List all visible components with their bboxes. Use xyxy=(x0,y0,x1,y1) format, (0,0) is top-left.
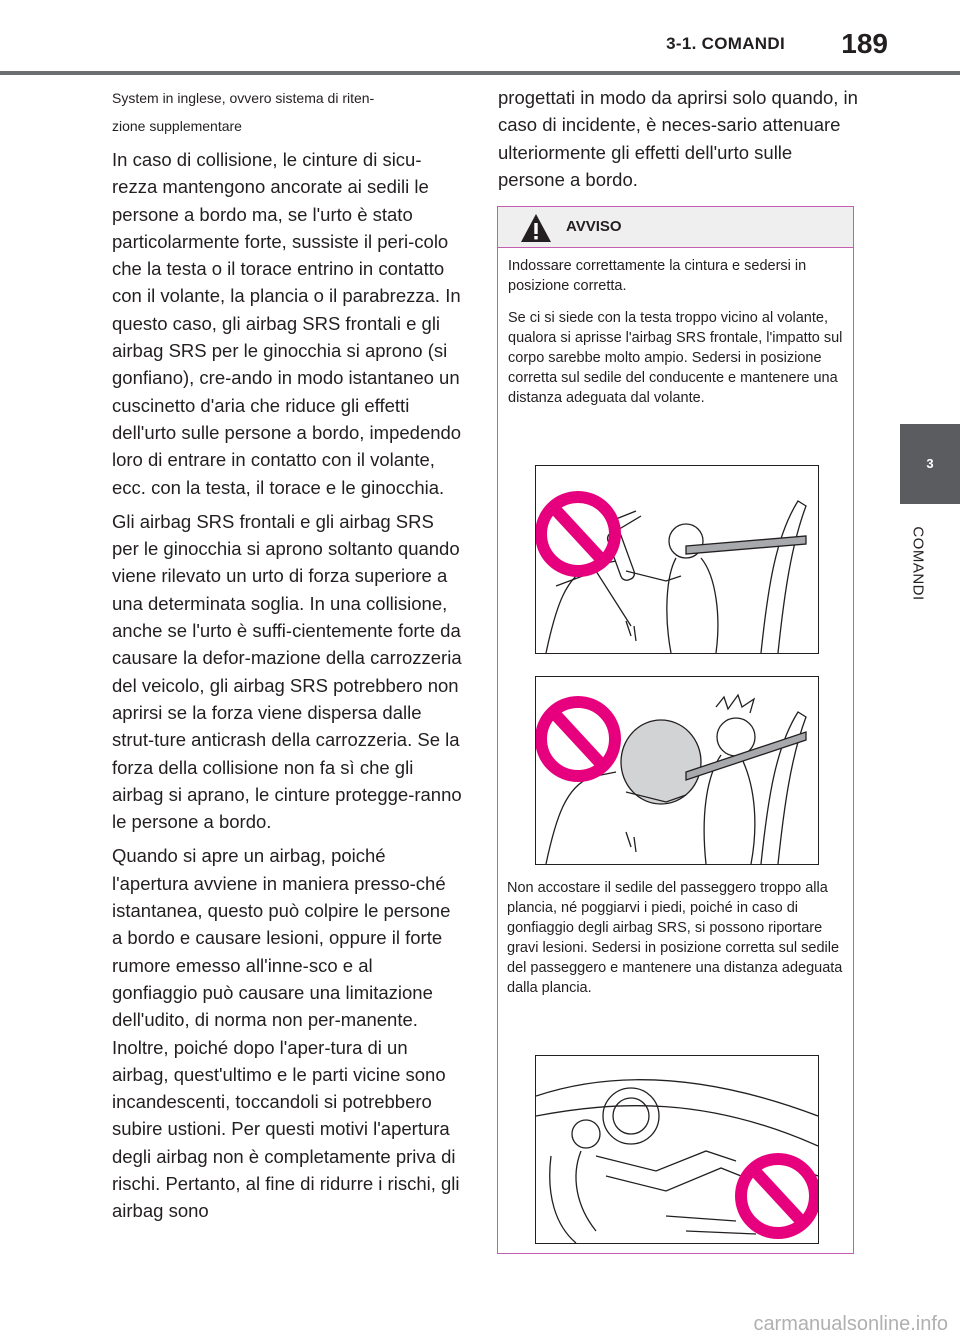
warning-header xyxy=(498,207,853,248)
chapter-tab[interactable]: 3 xyxy=(900,424,960,504)
warning-title: AVVISO xyxy=(566,218,622,235)
header-divider xyxy=(0,71,960,75)
paragraph: In caso di collisione, le cinture di sicu-rezza mantengono ancorate ai sedili le persone a bordo ma, se l'urto è stato particolarmente forte, sussiste il peri-colo che la testa o il torace entrino in contatto con il volante, la plancia o il parabrezza. In questo caso, gli airbag SRS frontali e gli airbag SRS per le ginocchia si aprono (si gonfiano), cre-ando in modo istantaneo un cuscinetto d'aria che riduce gli effetti dell'urto sulle persone a bordo, impedendo loro di entrare in contatto con il volante, ecc. con la testa, il torace e le ginocchia. xyxy=(112,149,462,498)
intro-text: System in inglese, ovvero sistema di riten- zione supplementare xyxy=(112,90,375,134)
warning-paragraph: Indossare correttamente la cintura e sedersi in posizione corretta. xyxy=(508,258,807,294)
warning-paragraph: Non accostare il sedile del passeggero troppo alla plancia, né poggiarvi i piedi, poiché in caso di gonfiaggio degli airbag SRS, si possono riportare gravi lesioni. Sedersi in posizione corretta sul sedile del passeggero e mantenere una distanza adeguata dalla plancia. xyxy=(507,880,843,996)
page-number: 189 xyxy=(841,28,888,59)
section-title: 3-1. COMANDI xyxy=(666,34,785,53)
right-column xyxy=(498,84,858,193)
warning-paragraph: Se ci si siede con la testa troppo vicino al volante, qualora si aprisse l'airbag SRS frontale, l'impatto sul corpo sarebbe molto ampio. Sedersi in posizione corretta sul sedile del conducente e mantenere una distanza adeguata dal volante. xyxy=(508,310,843,406)
paragraph: Quando si apre un airbag, poiché l'apertura avviene in maniera presso-ché istantanea, questo può colpire le persone a bordo e causare lesioni, oppure il forte rumore emesso all'inne-sco e al gonfiaggio può causare una limitazione dell'udito, di norma non per-manente. Inoltre, poiché dopo l'aper-tura di un airbag, quest'ultimo e le parti vicine sono incandescenti, toccandoli si potrebbero subire ustioni. Per questi motivi l'apertura degli airbag non è completamente priva di rischi. Pertanto, al fine di ridurre i rischi, gli airbag sono xyxy=(112,845,460,1222)
left-column xyxy=(112,84,462,1232)
chapter-label: COMANDI xyxy=(909,525,927,601)
paragraph: progettati in modo da aprirsi solo quando, in caso di incidente, è neces-sario attenuare ulteriormente gli effetti dell'urto sulle persone a bordo. xyxy=(498,87,858,190)
airbag-impact-illustration xyxy=(535,676,819,865)
passenger-feet-on-dash-illustration xyxy=(535,1055,819,1244)
warning-triangle-icon xyxy=(520,213,552,243)
watermark: carmanualsonline.info xyxy=(753,1313,948,1335)
paragraph: Gli airbag SRS frontali e gli airbag SRS per le ginocchia si aprono soltanto quando viene rilevato un urto di forza superiore a una determinata soglia. In una collisione, anche se l'urto è suffi-cientemente forte da causare la defor-mazione della carrozzeria del veicolo, gli airbag SRS potrebbero non aprirsi se la forza viene dispersa dalle strut-ture anticrash della carrozzeria. Se la forza della collisione non fa sì che gli airbag si aprano, le cinture protegge-ranno le persone a bordo. xyxy=(112,510,462,833)
driver-too-close-illustration xyxy=(535,465,819,654)
